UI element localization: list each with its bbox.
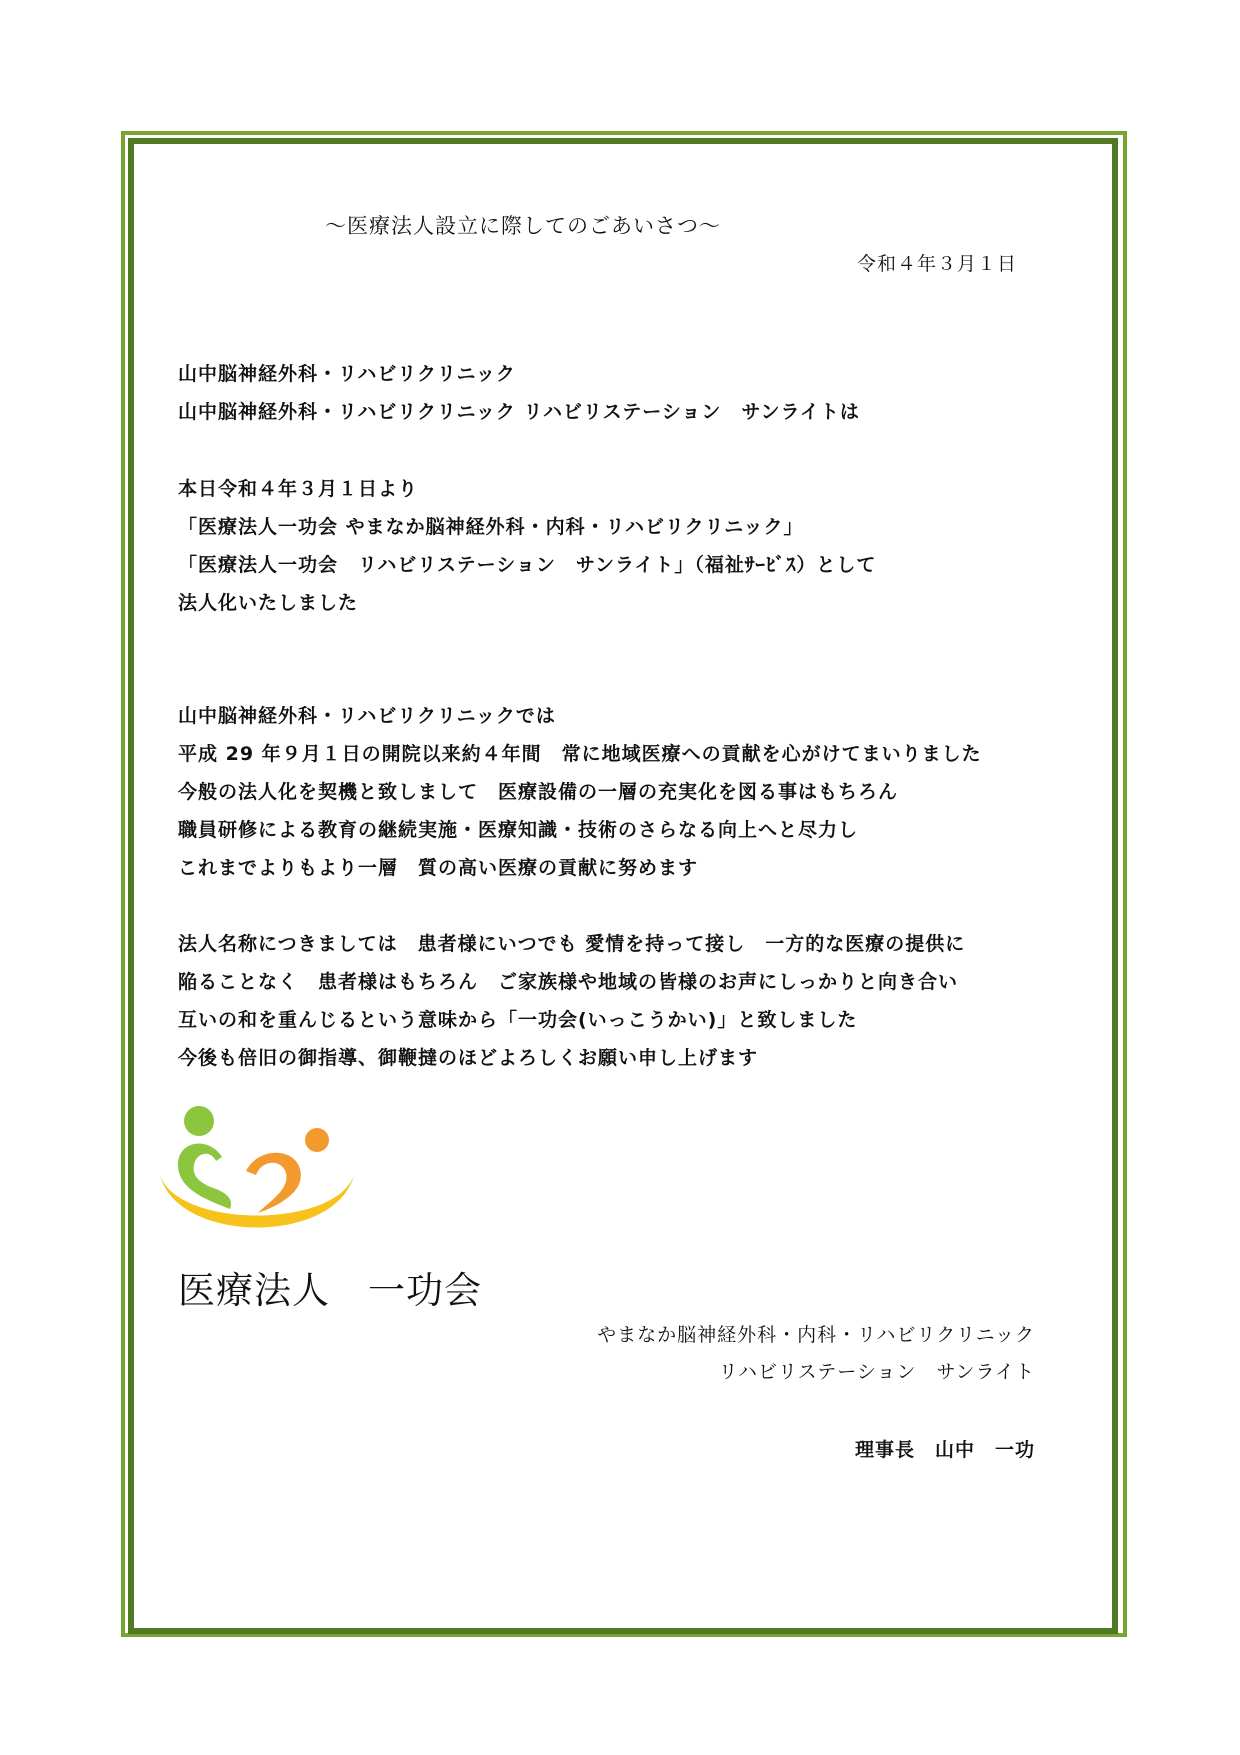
signature-director: 理事長 山中 一功	[854, 1439, 1035, 1461]
history-line-4: 職員研修による教育の継続実施・医療知識・技術のさらなる向上へと尽力し	[178, 819, 859, 841]
naming-line-4: 今後も倍旧の御指導、御鞭撻のほどよろしくお願い申し上げます	[178, 1047, 759, 1069]
naming-line-3: 互いの和を重んじるという意味から「一功会(いっこうかい)」と致しました	[178, 1009, 858, 1031]
document-title: 〜医療法人設立に際してのごあいさつ〜	[325, 214, 721, 238]
logo-orange-figure	[246, 1153, 301, 1213]
announcement-line-4: 法人化いたしました	[178, 592, 359, 614]
logo-green-figure	[178, 1144, 231, 1209]
logo-orange-head	[305, 1128, 329, 1152]
signature-clinic: やまなか脳神経外科・内科・リハビリクリニック	[597, 1324, 1035, 1346]
announcement-line-3: 「医療法人一功会 リハビリステーション サンライト」（福祉ｻｰﾋﾞｽ）として	[178, 554, 877, 576]
history-line-2: 平成 29 年９月１日の開院以来約４年間 常に地域医療への貢献を心がけてまいりました	[178, 743, 982, 765]
ikkoukai-logo	[158, 1105, 356, 1245]
history-line-5: これまでよりもより一層 質の高い医療の貢献に努めます	[178, 857, 699, 879]
naming-line-2: 陥ることなく 患者様はもちろん ご家族様や地域の皆様のお声にしっかりと向き合い	[178, 971, 959, 993]
document-date: 令和４年３月１日	[857, 253, 1018, 275]
signature-station: リハビリステーション サンライト	[718, 1361, 1035, 1383]
announcement-line-2: 「医療法人一功会 やまなか脳神経外科・内科・リハビリクリニック」	[178, 516, 804, 538]
naming-line-1: 法人名称につきましては 患者様にいつでも 愛情を持って接し 一方的な医療の提供に	[178, 933, 966, 955]
organization-name: 医療法人 一功会	[178, 1269, 482, 1312]
intro-line-2: 山中脳神経外科・リハビリクリニック リハビリステーション サンライトは	[178, 401, 860, 423]
history-line-3: 今般の法人化を契機と致しまして 医療設備の一層の充実化を図る事はもちろん	[178, 781, 899, 803]
intro-line-1: 山中脳神経外科・リハビリクリニック	[178, 363, 516, 385]
history-line-1: 山中脳神経外科・リハビリクリニックでは	[178, 705, 556, 727]
logo-green-head	[184, 1106, 214, 1136]
announcement-line-1: 本日令和４年３月１日より	[178, 478, 419, 500]
